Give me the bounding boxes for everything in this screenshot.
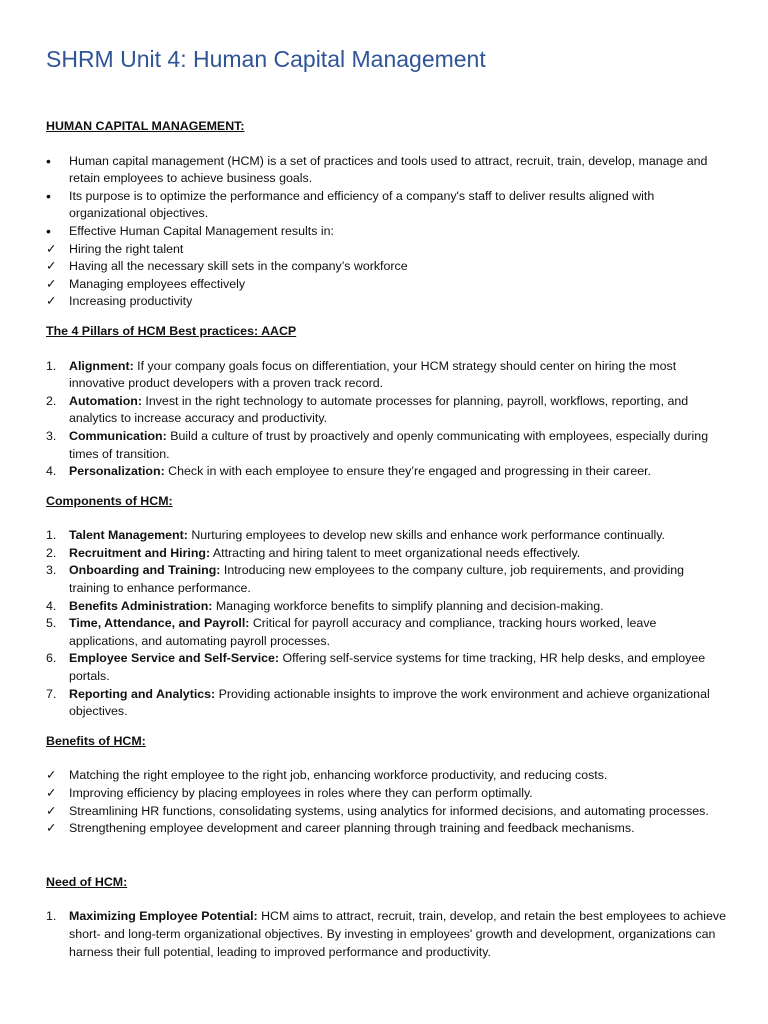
- bullet-icon: •: [46, 222, 51, 239]
- list-item: [46, 527, 728, 545]
- list-item: [46, 153, 728, 188]
- list-item: [46, 650, 728, 685]
- list-number: 1.: [46, 909, 57, 924]
- item-term: Maximizing Employee Potential:: [69, 909, 258, 924]
- list-item: [46, 803, 728, 821]
- checkmark-icon: ✓: [46, 294, 57, 309]
- item-text: Check in with each employee to ensure they’re engaged and progressing in their career.: [164, 464, 651, 479]
- list-item: [46, 562, 728, 597]
- list-item: [46, 393, 728, 428]
- item-term: Talent Management:: [69, 528, 188, 543]
- item-term: Employee Service and Self-Service:: [69, 651, 280, 666]
- item-term: Alignment:: [69, 358, 134, 373]
- list-number: 5.: [46, 616, 57, 631]
- list-number: 2.: [46, 545, 57, 560]
- section-heading-need: Need of HCM:: [46, 874, 128, 889]
- benefits-list: [46, 767, 728, 837]
- list-number: 6.: [46, 651, 57, 666]
- checkmark-icon: ✓: [46, 803, 57, 818]
- item-text: Providing actionable insights to improve the work environment and achieve organizational objectives.: [69, 686, 710, 719]
- item-term: Automation:: [69, 393, 142, 408]
- list-item: [46, 615, 728, 650]
- item-text: Matching the right employee to the right job, enhancing workforce productivity, and reducing costs.: [69, 768, 608, 783]
- list-item: [46, 428, 728, 463]
- item-term: Recruitment and Hiring:: [69, 545, 211, 560]
- item-text: HCM aims to attract, recruit, train, develop, and retain the best employees to achieve short- and long-term organizational objectives. By investing in employees' growth and development, organizations can harness their full potential, leading to improved performance and productivity.: [69, 909, 726, 959]
- pillars-list: [46, 358, 728, 481]
- page-title: SHRM Unit 4: Human Capital Management: [46, 46, 486, 72]
- item-text: If your company goals focus on differentiation, your HCM strategy should center on hiring the most innovative product developers with a proven track record.: [69, 358, 677, 391]
- list-number: 3.: [46, 563, 57, 578]
- item-term: Time, Attendance, and Payroll:: [69, 616, 250, 631]
- checkmark-icon: ✓: [46, 821, 57, 836]
- item-term: Personalization:: [69, 464, 165, 479]
- list-number: 3.: [46, 428, 57, 443]
- list-item: [46, 358, 728, 393]
- list-number: 4.: [46, 598, 57, 613]
- section-components: [46, 493, 728, 721]
- list-number: 2.: [46, 393, 57, 408]
- section-heading-components: Components of HCM:: [46, 493, 173, 508]
- checkmark-icon: ✓: [46, 276, 57, 291]
- item-text: Build a culture of trust by proactively and openly communicating with employees, especially during times of transition.: [69, 428, 709, 461]
- need-list: [46, 908, 728, 961]
- list-item: [46, 241, 728, 259]
- item-term: Reporting and Analytics:: [69, 686, 216, 701]
- list-item: [46, 463, 728, 481]
- item-text: Critical for payroll accuracy and compliance, tracking hours worked, leave applications, and automating payroll processes.: [69, 616, 657, 648]
- item-text: Managing workforce benefits to simplify planning and decision-making.: [212, 598, 604, 613]
- item-text: Its purpose is to optimize the performance and efficiency of a company's staff to deliver results aligned with organizational objectives.: [69, 188, 655, 221]
- section-heading-hcm: HUMAN CAPITAL MANAGEMENT:: [46, 119, 245, 133]
- item-text: Effective Human Capital Management results in:: [69, 223, 334, 238]
- item-text: Attracting and hiring talent to meet organizational needs effectively.: [210, 545, 581, 560]
- item-text: Introducing new employees to the company culture, job requirements, and providing training to enhance performance.: [69, 563, 684, 596]
- item-text: Having all the necessary skill sets in the company’s workforce: [69, 259, 408, 274]
- checkmark-icon: ✓: [46, 768, 57, 783]
- list-item: [46, 598, 728, 616]
- section-need: [46, 874, 728, 961]
- section-hcm: [46, 118, 728, 311]
- bullet-icon: •: [46, 187, 51, 204]
- item-text: Increasing productivity: [69, 294, 193, 309]
- components-list: [46, 527, 728, 721]
- item-text: Improving efficiency by placing employees in roles where they can perform optimally.: [69, 786, 533, 800]
- list-number: 4.: [46, 464, 57, 479]
- item-text: Streamlining HR functions, consolidating systems, using analytics for informed decisions, and automating processes.: [69, 803, 709, 818]
- checkmark-icon: ✓: [46, 241, 57, 256]
- hcm-list: [46, 153, 728, 311]
- checkmark-icon: ✓: [46, 786, 57, 800]
- checkmark-icon: ✓: [46, 259, 57, 274]
- item-text: Strengthening employee development and career planning through training and feedback mechanisms.: [69, 821, 635, 836]
- list-item: [46, 223, 728, 241]
- list-item: [46, 293, 728, 311]
- list-item: [46, 545, 728, 563]
- item-term: Benefits Administration:: [69, 598, 213, 613]
- item-text: Hiring the right talent: [69, 241, 184, 256]
- item-text: Offering self-service systems for time tracking, HR help desks, and employee portals.: [69, 651, 706, 684]
- item-text: Nurturing employees to develop new skills and enhance work performance continually.: [187, 528, 665, 543]
- item-text: Invest in the right technology to automate processes for planning, payroll, workflows, reporting, and analytics to increase accuracy and productivity.: [69, 393, 689, 426]
- list-item: [46, 820, 728, 838]
- list-item: [46, 188, 728, 223]
- section-benefits: [46, 733, 728, 838]
- item-term: Onboarding and Training:: [69, 563, 221, 578]
- list-item: [46, 767, 728, 785]
- item-text: Human capital management (HCM) is a set of practices and tools used to attract, recruit, train, develop, manage and retain employees to achieve business goals.: [69, 153, 708, 186]
- item-text: Managing employees effectively: [69, 276, 246, 291]
- section-heading-pillars: The 4 Pillars of HCM Best practices: AACP: [46, 323, 297, 338]
- list-item: [46, 686, 728, 721]
- list-item: [46, 258, 728, 276]
- list-item: [46, 785, 728, 803]
- list-item: [46, 276, 728, 294]
- bullet-icon: •: [46, 152, 51, 169]
- list-item: [46, 908, 728, 961]
- section-heading-benefits: Benefits of HCM:: [46, 733, 146, 748]
- list-number: 1.: [46, 358, 57, 373]
- list-number: 7.: [46, 686, 57, 701]
- list-number: 1.: [46, 528, 57, 543]
- item-term: Communication:: [69, 428, 167, 443]
- section-pillars: [46, 323, 728, 481]
